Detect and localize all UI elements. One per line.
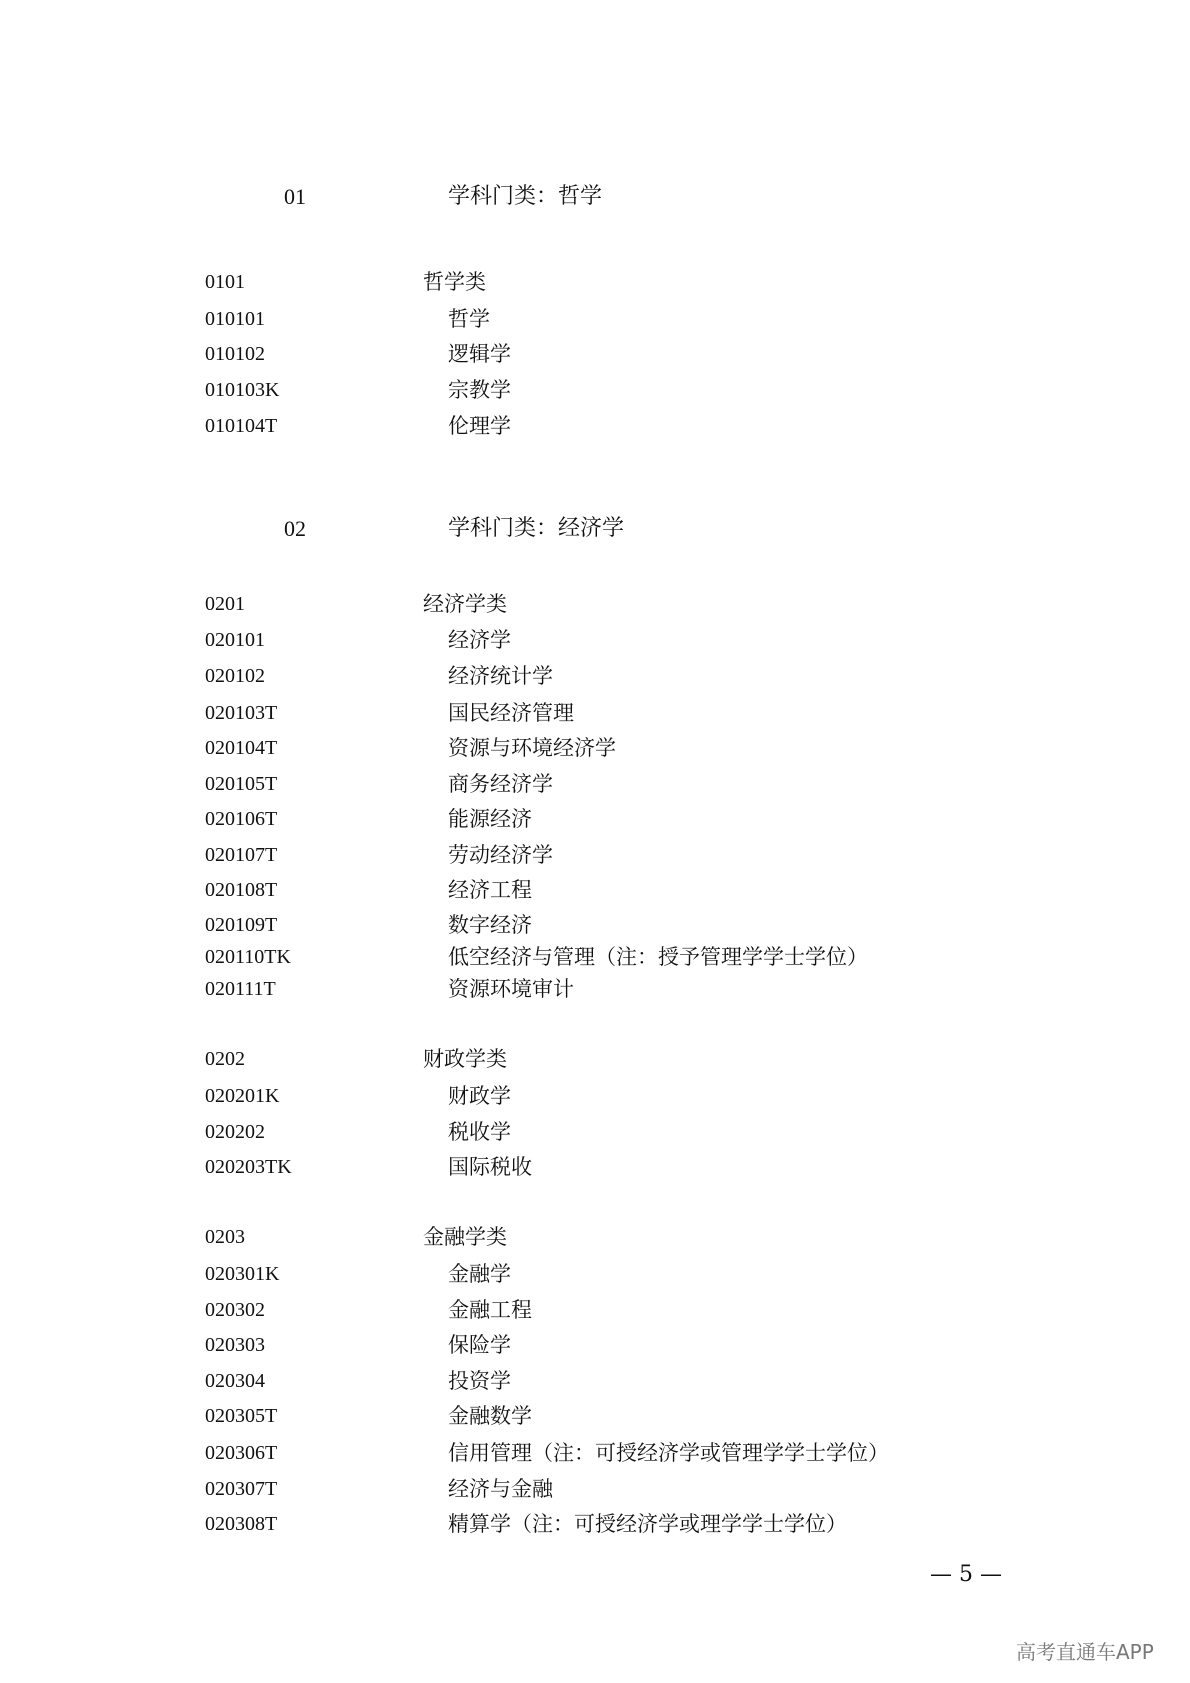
discipline-major-name: 税收学 [448,1120,511,1144]
discipline-code: 0202 [205,1048,245,1070]
discipline-code: 010101 [205,308,265,330]
discipline-class-name: 金融学类 [423,1225,507,1249]
discipline-code: 020303 [205,1334,265,1356]
discipline-code: 020202 [205,1121,265,1143]
discipline-major-name: 商务经济学 [448,772,553,796]
discipline-code: 020109T [205,914,278,936]
discipline-code: 0201 [205,593,245,615]
discipline-major-name: 资源环境审计 [448,977,574,1001]
discipline-major-name: 金融数学 [448,1404,532,1428]
discipline-code: 020308T [205,1513,278,1535]
discipline-class-name: 经济学类 [423,592,507,616]
discipline-code: 020102 [205,665,265,687]
discipline-major-name: 信用管理（注：可授经济学或管理学学士学位） [448,1441,889,1465]
discipline-class-name: 哲学类 [423,270,486,294]
discipline-code: 020103T [205,702,278,724]
discipline-major-name: 数字经济 [448,913,532,937]
discipline-major-name: 伦理学 [448,414,511,438]
section-title: 学科门类：经济学 [448,516,625,541]
section-title: 学科门类：哲学 [448,184,603,209]
discipline-code: 010102 [205,343,265,365]
discipline-major-name: 金融学 [448,1262,511,1286]
discipline-code: 020108T [205,879,278,901]
section-code: 02 [284,516,306,541]
discipline-major-name: 金融工程 [448,1298,532,1322]
discipline-code: 020107T [205,844,278,866]
discipline-code: 020203TK [205,1156,292,1178]
discipline-major-name: 国际税收 [448,1155,532,1179]
discipline-major-name: 宗教学 [448,378,511,402]
discipline-code: 010103K [205,379,280,401]
discipline-major-name: 哲学 [448,307,490,331]
discipline-code: 020110TK [205,946,291,968]
discipline-code: 020201K [205,1085,280,1107]
discipline-class-name: 财政学类 [423,1047,507,1071]
discipline-code: 020301K [205,1263,280,1285]
discipline-major-name: 资源与环境经济学 [448,736,616,760]
discipline-code: 020106T [205,808,278,830]
discipline-major-name: 财政学 [448,1084,511,1108]
discipline-major-name: 能源经济 [448,807,532,831]
page-number: — 5 — [930,1562,1002,1587]
discipline-major-name: 经济统计学 [448,664,553,688]
discipline-code: 020111T [205,978,276,1000]
discipline-code: 010104T [205,415,278,437]
discipline-code: 0101 [205,271,245,293]
discipline-major-name: 保险学 [448,1333,511,1357]
discipline-major-name: 国民经济管理 [448,701,574,725]
discipline-code: 020104T [205,737,278,759]
discipline-code: 0203 [205,1226,245,1248]
section-code: 01 [284,184,306,209]
discipline-code: 020101 [205,629,265,651]
watermark: 高考直通车APP [1016,1640,1154,1664]
discipline-code: 020307T [205,1478,278,1500]
discipline-code: 020304 [205,1370,265,1392]
discipline-code: 020302 [205,1299,265,1321]
discipline-major-name: 劳动经济学 [448,843,553,867]
discipline-major-name: 经济与金融 [448,1477,553,1501]
discipline-major-name: 逻辑学 [448,342,511,366]
discipline-major-name: 经济工程 [448,878,532,902]
discipline-major-name: 低空经济与管理（注：授予管理学学士学位） [448,945,868,969]
discipline-code: 020305T [205,1405,278,1427]
discipline-major-name: 经济学 [448,628,511,652]
discipline-code: 020105T [205,773,278,795]
discipline-code: 020306T [205,1442,278,1464]
discipline-major-name: 精算学（注：可授经济学或理学学士学位） [448,1512,847,1536]
discipline-major-name: 投资学 [448,1369,511,1393]
